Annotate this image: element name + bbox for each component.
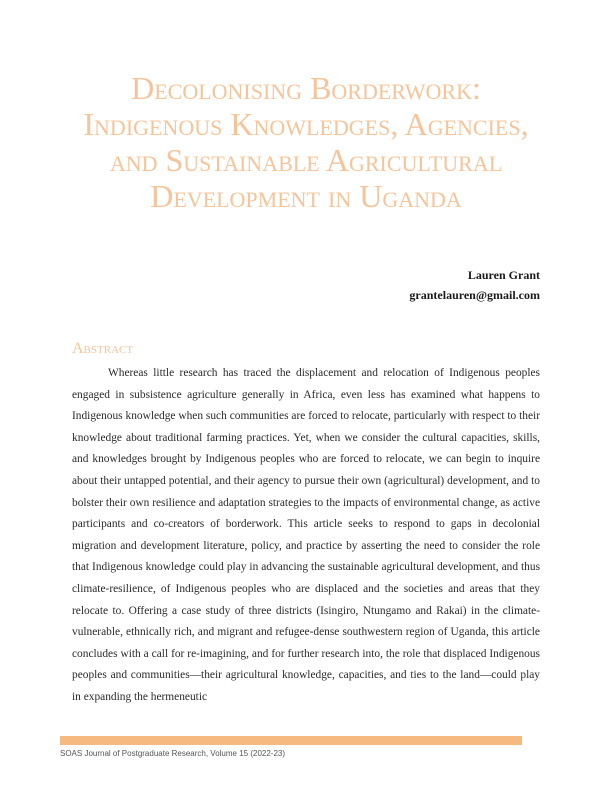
author-email: grantelauren@gmail.com (409, 288, 540, 302)
article-title (60, 70, 552, 214)
title-line-1: Decolonising Borderwork: (131, 70, 481, 106)
abstract-heading: Abstract (72, 340, 134, 357)
footer-journal-info: SOAS Journal of Postgraduate Research, Volume 15 (2022-23) (60, 749, 286, 758)
abstract-body: Whereas little research has traced the displacement and relocation of Indigenous peoples engaged in subsistence agriculture generally in Africa, even less has examined what happens to Indigenous knowledge when such communities are forced to relocate, particularly with respect to their knowledge about traditional farming practices. Yet, when we consider the cultural capacities, skills, and knowledges brought by Indigenous peoples who are forced to relocate, we can begin to inquire about their untapped potential, and their agency to pursue their own (agricultural) development, and to bolster their own resilience and adaptation strategies to the impacts of environmental change, as active participants and co-creators of borderwork. This article seeks to respond to gaps in decolonial migration and development literature, policy, and practice by asserting the need to consider the role that Indigenous knowledge could play in advancing the sustainable agricultural development, and thus climate-resilience, of Indigenous peoples who are displaced and the societies and areas that they relocate to. Offering a case study of three districts (Isingiro, Ntungamo and Rakai) in the climate-vulnerable, ethnically rich, and migrant and refugee-dense southwestern region of Uganda, this article concludes with a call for re-imagining, and for further research into, the role that displaced Indigenous peoples and communities—their agricultural knowledge, capacities, and ties to the land—could play in expanding the hermeneutic (72, 367, 540, 703)
title-line-3: and Sustainable Agricultural (109, 142, 503, 178)
footer-bar (60, 736, 522, 745)
title-line-2: Indigenous Knowledges, Agencies, (83, 106, 529, 142)
title-line-4: Development in Uganda (150, 178, 462, 214)
author-name: Lauren Grant (467, 268, 540, 282)
